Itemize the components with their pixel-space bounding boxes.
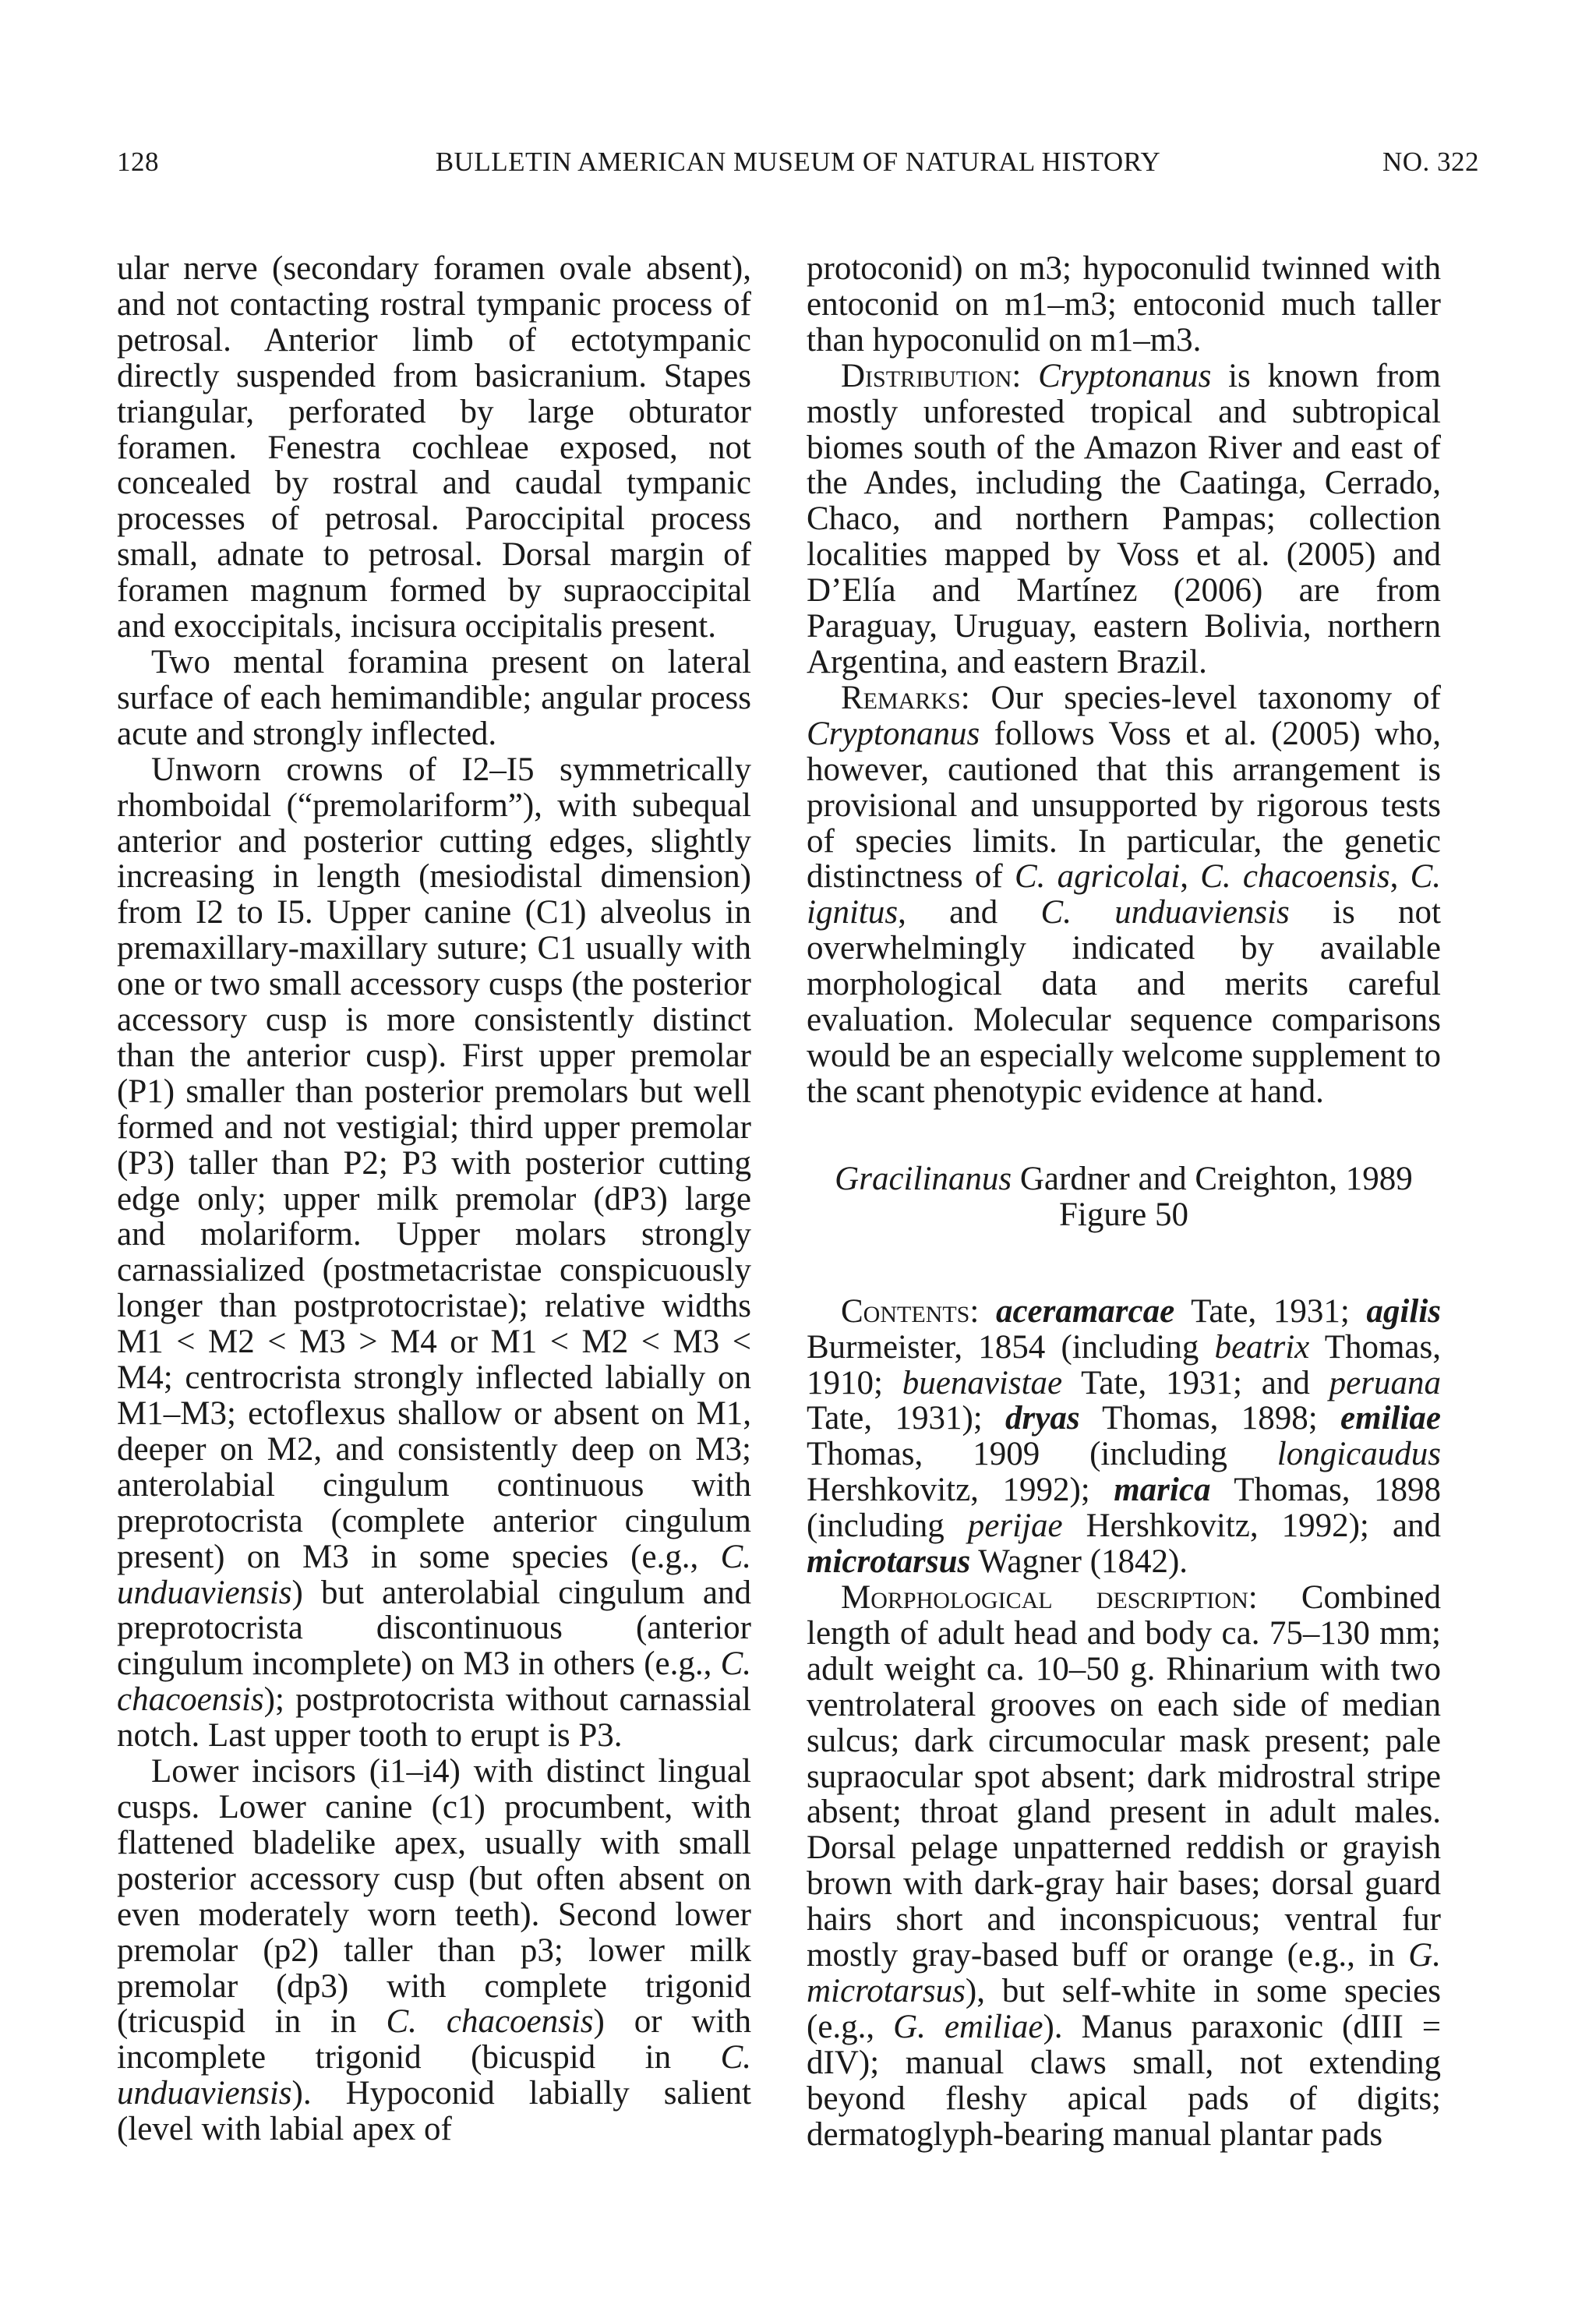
species-name: C. chacoensis [117,1645,751,1719]
paragraph-morphological-description [807,1580,1441,2153]
paragraph-ear-region: ular nerve (secondary foramen ovale absent), and not contacting rostral tympanic process of petrosal. Anterior limb of ectotympanic directly suspended from basicranium. Stapes triangular, perforated by large obturator foramen. Fenestra cochleae exposed, not concealed by rostral and caudal tympanic processes of petrosal. Paroccipital process small, adnate to petrosal. Dorsal margin of foramen magnum formed by supraoccipital and exoccipitals, incisura occipitalis present. [117,250,751,645]
heading-authority: Gardner and Creighton, 1989 [1012,1160,1413,1197]
text-span: , [1180,858,1201,896]
text-span: ) or with incomplete trigonid (bicuspid in [117,2003,751,2076]
text-span: ), but self-white in some species (e.g., [807,1972,1441,2045]
heading-genus: Gracilinanus [835,1160,1012,1197]
text-span: Unworn crowns of I2–I5 symmetrically rhomboidal (“premolariform”), with subequal anterior and posterior cutting edges, slightly increasing in length (mesiodistal dimension) from I2 to I5. Upper canine (C1) alveolus in premaxillary-maxillary suture; C1 usually with one or two small accessory cusps (the posterior accessory cusp is more consistently distinct than the anterior cusp). First upper premolar (P1) smaller than posterior premolars but well formed and not vestigial; third upper premolar (P3) taller than P2; P3 with posterior cutting edge only; upper milk premolar (dP3) large and molariform. Upper molars strongly carnassialized (postmetacristae conspicuously longer than postprotocristae); relative widths M1 < M2 < M3 > M4 or M1 < M2 < M3 < M4; centrocrista strongly inflected labially on M1–M3; ectoflexus shallow or absent on M1, deeper on M2, and consistently deep on M3; anterolabial cingulum continuous with preprotocrista (complete anterior cingulum present) on M3 in some species (e.g., [117,751,751,1575]
text-span: ). Manus paraxonic (dIII = dIV); manual claws small, not extending beyond fleshy apical pads of digits; dermatoglyph-bearing manual plantar pads [807,2008,1441,2153]
text-span: Burmeister, 1854 (including [807,1328,1215,1366]
paragraph-mandible: Two mental foramina present on lateral surface of each hemimandible; angular process acute and strongly inflected. [117,643,751,752]
species-name: dryas [1005,1400,1080,1437]
text-span: Thomas, 1898 (including [807,1472,1441,1545]
species-name: C. unduaviensis [117,2039,751,2112]
figure-reference: Figure 50 [1058,1196,1189,1233]
text-span: , [1389,858,1411,896]
synonym-name: peruana [1329,1364,1441,1401]
genus-heading [807,1161,1441,1233]
synonym-name: buenavistae [902,1364,1063,1401]
issue-number: NO. 322 [1382,147,1479,177]
species-name: C. agricolai [1014,858,1181,896]
paragraph-upper-dentition [117,752,751,1754]
text-span: Combined length of adult head and body ca. 75–130 mm; adult weight ca. 10–50 g. Rhinarium with two ventrolateral grooves on each side of median sulcus; dark circumocular mask present; pale supraocular spot absent; dark midrostral stripe absent; throat gland present in adult males. Dorsal pelage unpatterned reddish or grayish brown with dark-gray hair bases; dorsal guard hairs short and inconspicuous; ventral fur mostly gray-based buff or orange (e.g., in [807,1579,1441,1974]
text-span: Hershkovitz, 1992); [807,1472,1114,1509]
text-span: is not overwhelmingly indicated by available morphological data and merits careful evaluation. Molecular sequence comparisons would be an especially welcome supplement to the scant phenotypic evidence at hand. [807,894,1441,1110]
paragraph-molars: protoconid) on m3; hypoconulid twinned with entoconid on m1–m3; entoconid much taller than hypoconulid on m1–m3. [807,250,1441,359]
journal-title: BULLETIN AMERICAN MUSEUM OF NATURAL HISTORY [435,147,1161,177]
species-name: C. unduaviensis [117,1538,751,1611]
right-column [807,251,1441,2153]
text-span: Wagner (1842). [970,1543,1188,1581]
species-name: aceramarcae [995,1292,1175,1330]
text-span: ); postprotocrista without carnassial notch. Last upper tooth to erupt is P3. [117,1681,751,1755]
text-span: Tate, 1931; [1174,1292,1367,1330]
species-name: emiliae [1340,1400,1441,1437]
text-span: Hershkovitz, 1992); and [1062,1507,1441,1545]
species-name: C. unduaviensis [1040,894,1290,931]
synonym-name: perijae [967,1507,1063,1545]
section-label-contents: Contents: [841,1292,980,1330]
genus-name: Cryptonanus [1038,357,1212,394]
species-name: G. microtarsus [807,1937,1441,2009]
synonym-name: beatrix [1214,1328,1310,1366]
species-name: microtarsus [807,1543,971,1581]
text-span: Tate, 1931; and [1062,1364,1329,1401]
paragraph-distribution [807,359,1441,680]
text-span: Thomas, 1909 (including [807,1436,1277,1473]
species-name: agilis [1366,1292,1441,1330]
text-span: Lower incisors (i1–i4) with distinct lingual cusps. Lower canine (c1) procumbent, with flattened bladelike apex, usually with small posterior accessory cusp (but often absent on even moderately worn teeth). Second lower premolar (p2) taller than p3; lower milk premolar (dp3) with complete trigonid (tricuspid in in [117,1753,751,2041]
section-label-distribution: Distribution: [841,357,1022,394]
text-span: ) but anterolabial cingulum and preprotocrista discontinuous (anterior cingulum incomplete) on M3 in others (e.g., [117,1574,751,1683]
paragraph-contents [807,1294,1441,1580]
text-span: Thomas, 1898; [1079,1400,1341,1437]
text-span: ). Hypoconid labially salient (level with labial apex of [117,2075,751,2148]
text-span: Our species-level taxonomy of [969,679,1441,716]
section-label-morphology: Morphological description: [841,1579,1258,1616]
text-span: Tate, 1931); [807,1400,1006,1437]
text-span: is known from mostly unforested tropical and subtropical biomes south of the Amazon River and east of the Andes, including the Caatinga, Cerrado, Chaco, and northern Pampas; collection localities mapped by Voss et al. (2005) and D’Elía and Martínez (2006) are from Paraguay, Uruguay, eastern Bolivia, northern Argentina, and eastern Brazil. [807,357,1441,680]
text-span: follows Voss et al. (2005) who, however, cautioned that this arrangement is provisional and unsupported by rigorous tests of species limits. In particular, the genetic distinctness of [807,715,1441,896]
species-name: C. ignitus [807,858,1442,931]
species-name: C. chacoensis [386,2003,594,2041]
species-name: C. chacoensis [1200,858,1390,896]
species-name: G. emiliae [893,2008,1043,2045]
left-column [117,251,751,2147]
genus-name: Cryptonanus [807,715,980,752]
heading-line [835,1161,1413,1197]
paragraph-lower-dentition [117,1754,751,2147]
species-name: marica [1114,1472,1211,1509]
section-label-remarks: Remarks: [841,679,970,716]
text-span: Thomas, 1910; [807,1328,1441,1401]
text-span: , and [898,894,1041,931]
synonym-name: longicaudus [1276,1436,1441,1473]
paragraph-remarks [807,680,1441,1110]
page-number: 128 [117,147,159,177]
